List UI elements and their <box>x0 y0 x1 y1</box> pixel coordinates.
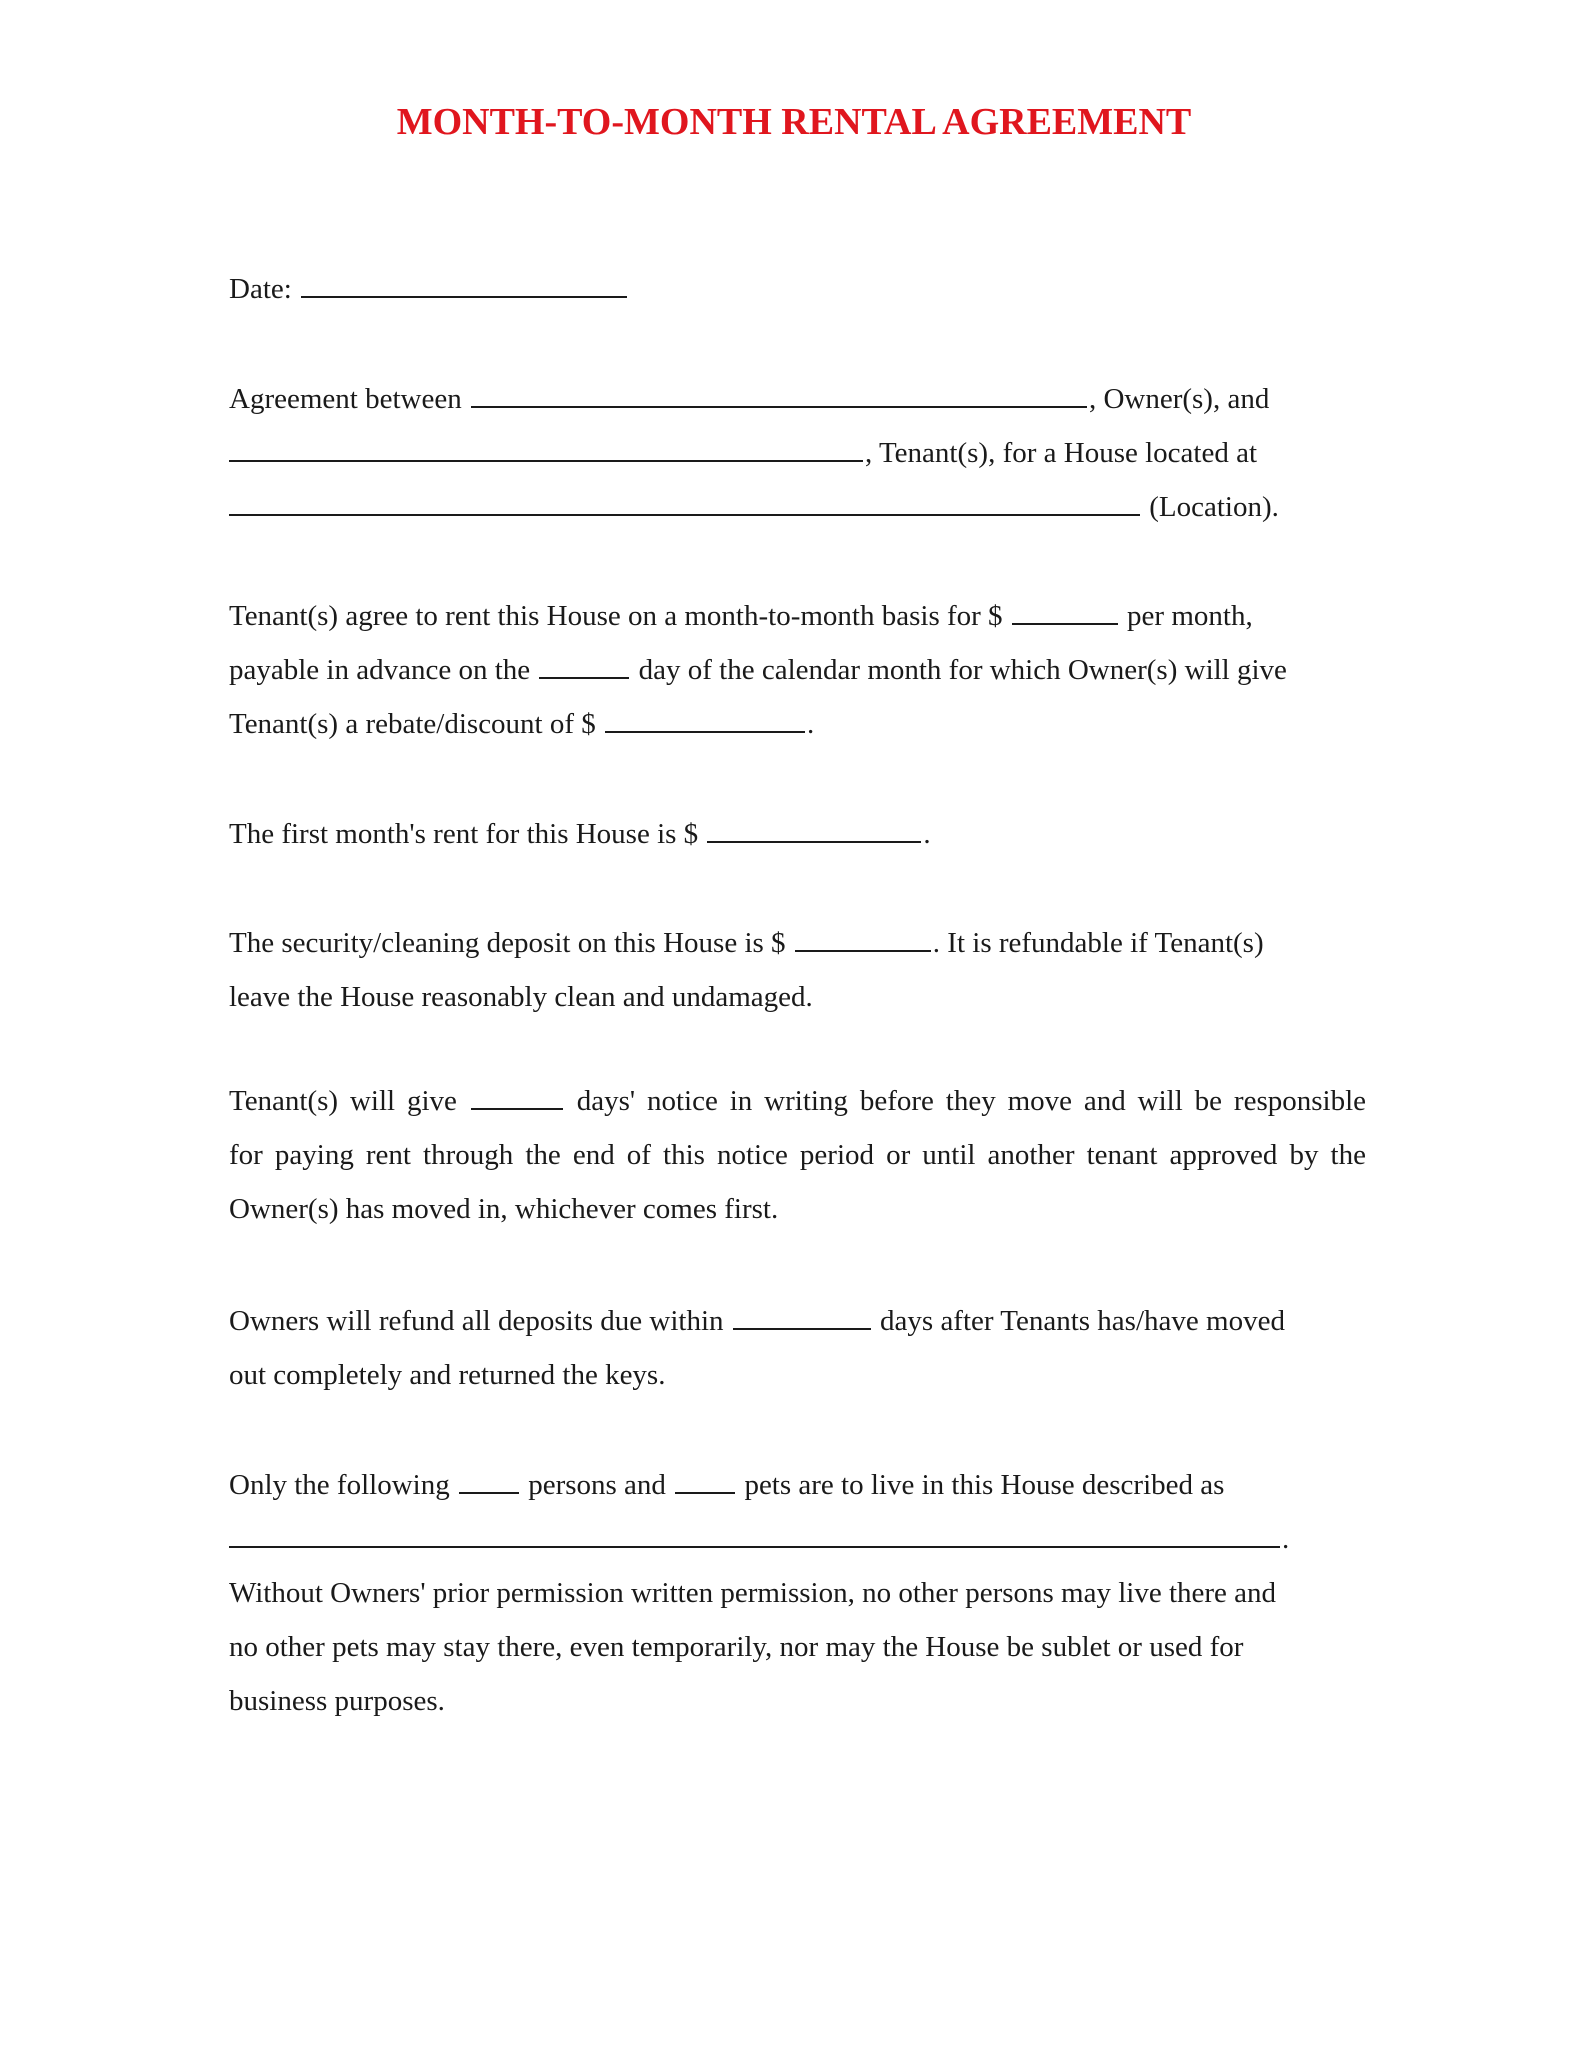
deposit-line-2: leave the House reasonably clean and undamaged. <box>229 981 813 1013</box>
tenant-name-blank[interactable] <box>229 426 863 462</box>
location-blank[interactable] <box>229 480 1140 516</box>
notice-text-start: Tenant(s) will give <box>229 1085 457 1117</box>
tenant-label: , Tenant(s), for a House located at <box>865 437 1258 469</box>
persons-count-blank[interactable] <box>459 1458 519 1494</box>
payable-text-start: payable in advance on the <box>229 654 531 686</box>
notice-section <box>229 1074 1409 1236</box>
notice-text-end: days' notice in writing before they move and will be responsible <box>576 1085 1367 1117</box>
rent-terms-section <box>229 589 1409 751</box>
deposit-amount-blank[interactable] <box>795 916 931 952</box>
occupants-section <box>229 1458 1409 1728</box>
occupants-line-5: business purposes. <box>229 1685 445 1717</box>
deposit-text-start: The security/cleaning deposit on this House is $ <box>229 927 786 959</box>
refund-text-end: days after Tenants has/have moved <box>880 1305 1285 1337</box>
refund-text-start: Owners will refund all deposits due within <box>229 1305 724 1337</box>
occupants-line-4: no other pets may stay there, even temporarily, nor may the House be sublet or used for <box>229 1631 1244 1663</box>
occupants-text-start: Only the following <box>229 1469 450 1501</box>
first-month-text: The first month's rent for this House is $ <box>229 818 699 850</box>
rent-text-start: Tenant(s) agree to rent this House on a month-to-month basis for $ <box>229 600 1003 632</box>
rebate-blank[interactable] <box>605 697 805 733</box>
monthly-rent-blank[interactable] <box>1012 589 1118 625</box>
occupants-text-end: pets are to live in this House described as <box>744 1469 1225 1501</box>
location-label: (Location). <box>1142 491 1279 523</box>
payable-text-end: day of the calendar month for which Owner(s) will give <box>638 654 1287 686</box>
occupants-text-mid: persons and <box>528 1469 666 1501</box>
parties-section <box>229 372 1409 534</box>
rebate-text: Tenant(s) a rebate/discount of $ <box>229 708 596 740</box>
date-label: Date: <box>229 273 292 305</box>
refund-line-2: out completely and returned the keys. <box>229 1359 666 1391</box>
pets-count-blank[interactable] <box>675 1458 735 1494</box>
first-month-period: . <box>923 818 931 850</box>
notice-line-2: for paying rent through the end of this notice period or until another tenant approved by the <box>229 1139 1366 1171</box>
first-month-rent-blank[interactable] <box>707 807 921 843</box>
house-description-blank[interactable] <box>229 1512 1280 1548</box>
rebate-period: . <box>807 708 815 740</box>
date-section <box>229 262 1409 316</box>
refund-days-blank[interactable] <box>733 1294 871 1330</box>
owner-label: , Owner(s), and <box>1088 383 1270 415</box>
description-period: . <box>1282 1523 1290 1555</box>
payment-day-blank[interactable] <box>539 643 629 679</box>
owner-name-blank[interactable] <box>471 372 1087 408</box>
document-title: MONTH-TO-MONTH RENTAL AGREEMENT <box>396 101 1192 143</box>
occupants-line-3: Without Owners' prior permission written permission, no other persons may live there and <box>229 1577 1277 1609</box>
first-month-section <box>229 807 1409 861</box>
refund-section <box>229 1294 1409 1402</box>
rent-text-end: per month, <box>1127 600 1253 632</box>
deposit-text-end: . It is refundable if Tenant(s) <box>932 927 1264 959</box>
notice-line-3: Owner(s) has moved in, whichever comes first. <box>229 1193 779 1225</box>
date-blank[interactable] <box>301 262 627 298</box>
notice-days-blank[interactable] <box>471 1074 563 1110</box>
deposit-section <box>229 916 1409 1024</box>
agreement-between-label: Agreement between <box>229 383 462 415</box>
